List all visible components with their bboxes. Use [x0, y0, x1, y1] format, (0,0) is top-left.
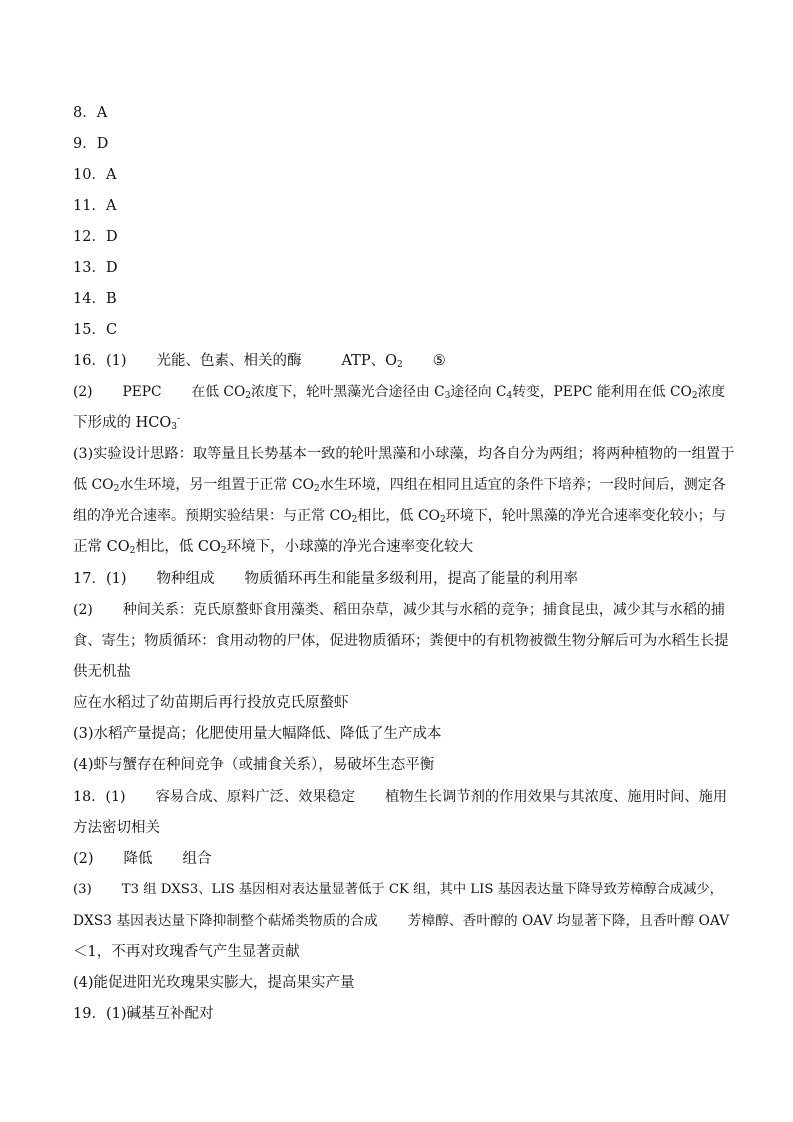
answer-item — [73, 103, 733, 123]
q18-part1-cont: 方法密切相关 — [73, 820, 160, 836]
q18-part1: 18．(1) 容易合成、原料广泛、效果稳定 植物生长调节剂的作用效果与其浓度、施用时间、施用 — [73, 789, 728, 805]
q16-part3-line3: 组的净光合速率。预期实验结果：与正常 $CO_2$相比，低 $CO_2$环境下，轮叶黑藻的净光合速率变化较小；与 — [73, 508, 726, 525]
q16-part3-line2: 低 $CO_2$水生环境，另一组置于正常 $CO_2$水生环境，四组在相同且适宜的条件下培养；一段时间后，测定各 — [73, 477, 726, 494]
question-number: 10． — [73, 167, 106, 183]
q17-part2-line4: 应在水稻过了幼苗期后再行投放克氏原螯虾 — [73, 695, 349, 711]
question-number: 17． — [73, 571, 106, 587]
q17-part3: (3)水稻产量提高；化肥使用量大幅降低、降低了生产成本 — [73, 726, 442, 742]
q16-part3-line4: 正常 $CO_2$相比，低 $CO_2$环境下，小球藻的净光合速率变化较大 — [73, 539, 474, 556]
answer-choice: A — [105, 198, 117, 214]
question-number: 11． — [73, 198, 106, 214]
q18-part2: (2) 降低 组合 — [73, 851, 212, 867]
question-number: 8． — [73, 105, 97, 121]
q17-part4: (4)虾与蟹存在种间竞争（或捕食关系），易破坏生态平衡 — [73, 757, 435, 773]
q18-part4: (4)能促进阳光玫瑰果实膨大，提高果实产量 — [73, 975, 355, 991]
answer-choice: A — [105, 167, 117, 183]
question-number: 14． — [73, 291, 106, 307]
answer-choice: A — [96, 105, 108, 121]
q16-part3-line1: (3)实验设计思路：取等量且长势基本一致的轮叶黑藻和小球藻，均各自分为两组；将两种植物的一组置于 — [73, 446, 735, 462]
q16-part2: (2) PEPC 在低 $CO_2$浓度下，轮叶黑藻光合途径由 $C_3$途径向 $C_4$转变，PEPC 能利用在低 $CO_2$浓度 — [73, 384, 726, 401]
question-number: 18． — [73, 789, 106, 805]
answer-choice: D — [105, 229, 118, 245]
q18-part3-line3: ＜1，不再对玫瑰香气产生显著贡献 — [73, 944, 300, 960]
q17-part2-line1: (2) 种间关系：克氏原螯虾食用藻类、稻田杂草，减少其与水稻的竞争；捕食昆虫，减少其与水稻的捕 — [73, 602, 725, 618]
q17-part2-line2: 食、寄生；物质循环：食用动物的尸体，促进物质循环；粪便中的有机物被微生物分解后可为水稻生长提 — [73, 633, 729, 649]
answer-choice: B — [105, 291, 117, 307]
answer-item — [73, 258, 733, 278]
question-number: 15． — [73, 322, 106, 338]
question-number: 9． — [73, 136, 97, 152]
question-number: 19． — [73, 1006, 106, 1022]
q16-part1: 16．(1) 光能、色素、相关的酶 ATP、$O_2$ ⑤ — [73, 353, 446, 370]
question-number: 13． — [73, 260, 106, 276]
answer-item — [73, 165, 733, 185]
q18-part3-line1: (3) T3 组 DXS3、LIS 基因相对表达量显著低于 CK 组，其中 LIS 基因表达量下降导致芳樟醇合成减少， — [73, 882, 723, 897]
answer-choice: D — [105, 260, 118, 276]
q19-part1: 19．(1)碱基互补配对 — [73, 1006, 214, 1022]
q17-part2-line3: 供无机盐 — [73, 664, 131, 680]
answer-item — [73, 289, 733, 309]
answer-item — [73, 196, 733, 216]
answer-choice: C — [105, 322, 118, 338]
answer-choice: D — [96, 136, 109, 152]
q17-part1: 17．(1) 物种组成 物质循环再生和能量多级利用，提高了能量的利用率 — [73, 571, 578, 587]
answer-item — [73, 134, 733, 154]
question-number: 16． — [73, 353, 106, 369]
answer-item — [73, 227, 733, 247]
q16-part2-cont: 下形成的 $HCO_3^-$ — [73, 414, 181, 432]
question-number: 12． — [73, 229, 106, 245]
q18-part3-line2: DXS3 基因表达量下降抑制整个萜烯类物质的合成 芳樟醇、香叶醇的 OAV 均显著下降，且香叶醇 OAV — [73, 913, 730, 929]
answer-item — [73, 320, 733, 340]
